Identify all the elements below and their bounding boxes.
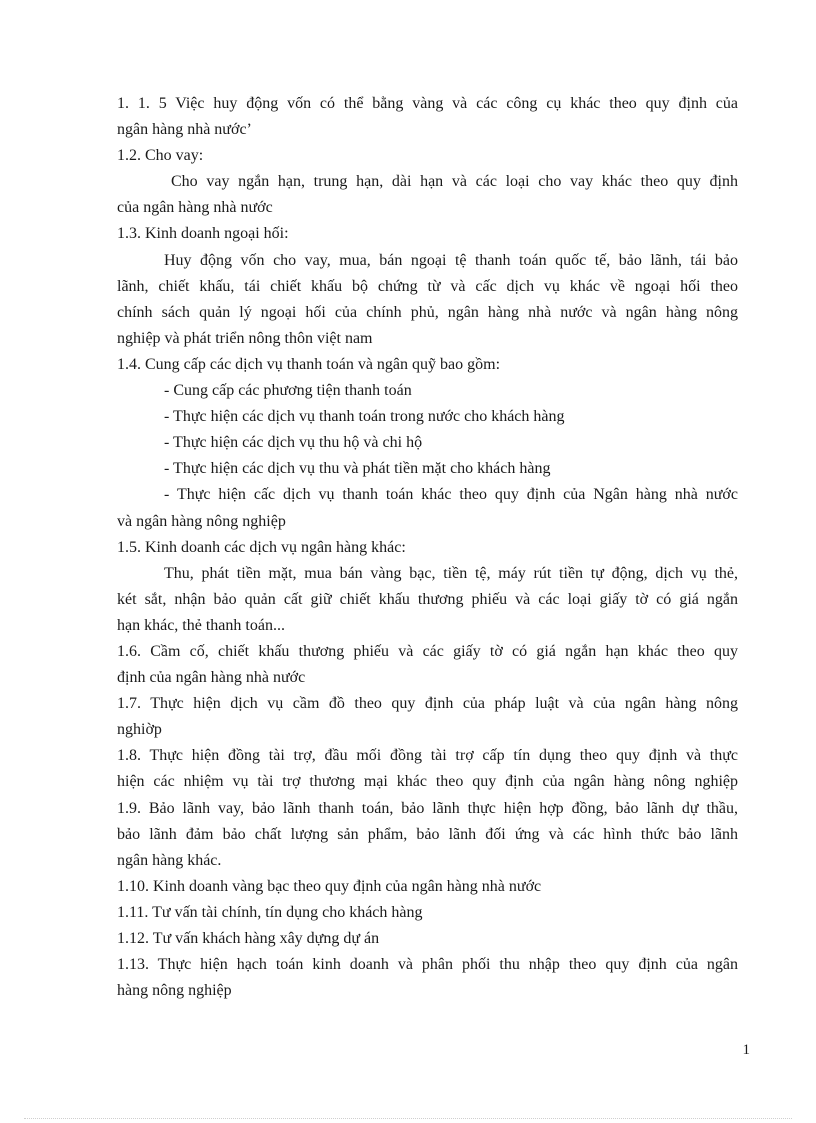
text-line: hàng nông nghiệp bbox=[117, 982, 232, 1000]
section-heading: 1.4. Cung cấp các dịch vụ thanh toán và ngân quỹ bao gồm: bbox=[117, 355, 501, 373]
text-line: nghiờp bbox=[117, 721, 162, 739]
text-line: bảo lãnh đảm bảo chất lượng sản phẩm, bảo lãnh đối ứng và các hình thức bảo lãnh bbox=[117, 825, 738, 843]
section-heading: 1.10. Kinh doanh vàng bạc theo quy định của ngân hàng nhà nước bbox=[117, 877, 542, 895]
list-item: - Thực hiện các dịch vụ thu hộ và chi hộ bbox=[164, 434, 423, 452]
text-line: hạn khác, thẻ thanh toán... bbox=[117, 616, 285, 634]
section-heading: 1.11. Tư vấn tài chính, tín dụng cho khách hàng bbox=[117, 903, 423, 921]
section-heading: 1.9. Bảo lãnh vay, bảo lãnh thanh toán, bảo lãnh thực hiện hợp đồng, bảo lãnh dự thầu, bbox=[117, 799, 738, 817]
text-line: nghiệp và phát triển nông thôn việt nam bbox=[117, 329, 373, 347]
text-line: và ngân hàng nông nghiệp bbox=[117, 512, 286, 530]
section-heading: 1.8. Thực hiện đồng tài trợ, đầu mối đồng tài trợ cấp tín dụng theo quy định và thực bbox=[117, 747, 738, 765]
text-line: lãnh, chiết khấu, tái chiết khấu bộ chứng từ và cấc dịch vụ khác về ngoại hối theo bbox=[117, 277, 738, 295]
document-body bbox=[117, 91, 738, 1004]
text-line: ngân hàng khác. bbox=[117, 851, 222, 869]
section-heading: 1.3. Kinh doanh ngoại hối: bbox=[117, 225, 289, 243]
text-line: chính sách quản lý ngoại hối của chính phủ, ngân hàng nhà nước và ngân hàng nông bbox=[117, 303, 738, 321]
list-item: - Thực hiện các dịch vụ thu và phát tiền mặt cho khách hàng bbox=[164, 460, 551, 478]
list-item: - Cung cấp các phương tiện thanh toán bbox=[164, 382, 412, 400]
footer-divider bbox=[24, 1118, 792, 1119]
text-line: định của ngân hàng nhà nước bbox=[117, 669, 306, 687]
list-item: - Thực hiện các dịch vụ thanh toán trong nước cho khách hàng bbox=[164, 408, 565, 426]
text-line: 1. 1. 5 Việc huy động vốn có thể bằng vàng và các công cụ khác theo quy định của bbox=[117, 95, 738, 112]
section-heading: 1.7. Thực hiện dịch vụ cầm đồ theo quy định của pháp luật và của ngân hàng nông bbox=[117, 695, 738, 713]
section-heading: 1.13. Thực hiện hạch toán kinh doanh và phân phối thu nhập theo quy định của ngân bbox=[117, 956, 738, 974]
text-line: của ngân hàng nhà nước bbox=[117, 199, 273, 217]
list-item: - Thực hiện cấc dịch vụ thanh toán khác theo quy định của Ngân hàng nhà nước bbox=[164, 486, 738, 504]
text-line: két sắt, nhận bảo quản cất giữ chiết khấu thương phiếu và các loại giấy tờ có giá ngắn bbox=[117, 590, 738, 608]
text-line: Thu, phát tiền mặt, mua bán vàng bạc, tiền tệ, máy rút tiền tự động, dịch vụ thẻ, bbox=[164, 564, 738, 582]
text-line: hiện các nhiệm vụ tài trợ thương mại khác theo quy định của ngân hàng nông nghiệp bbox=[117, 773, 738, 791]
text-line: ngân hàng nhà nước’ bbox=[117, 121, 252, 139]
section-heading: 1.5. Kinh doanh các dịch vụ ngân hàng khác: bbox=[117, 538, 406, 556]
text-line: Huy động vốn cho vay, mua, bán ngoại tệ thanh toán quốc tế, bảo lãnh, tái bảo bbox=[164, 251, 738, 269]
section-heading: 1.6. Cầm cố, chiết khấu thương phiếu và các giấy tờ có giá ngắn hạn khác theo quy bbox=[117, 642, 738, 660]
section-heading: 1.12. Tư vấn khách hàng xây dựng dự án bbox=[117, 930, 380, 947]
text-line: Cho vay ngắn hạn, trung hạn, dài hạn và các loại cho vay khác theo quy định bbox=[171, 173, 738, 191]
page-number: 1 bbox=[742, 1042, 750, 1058]
section-heading: 1.2. Cho vay: bbox=[117, 147, 204, 165]
